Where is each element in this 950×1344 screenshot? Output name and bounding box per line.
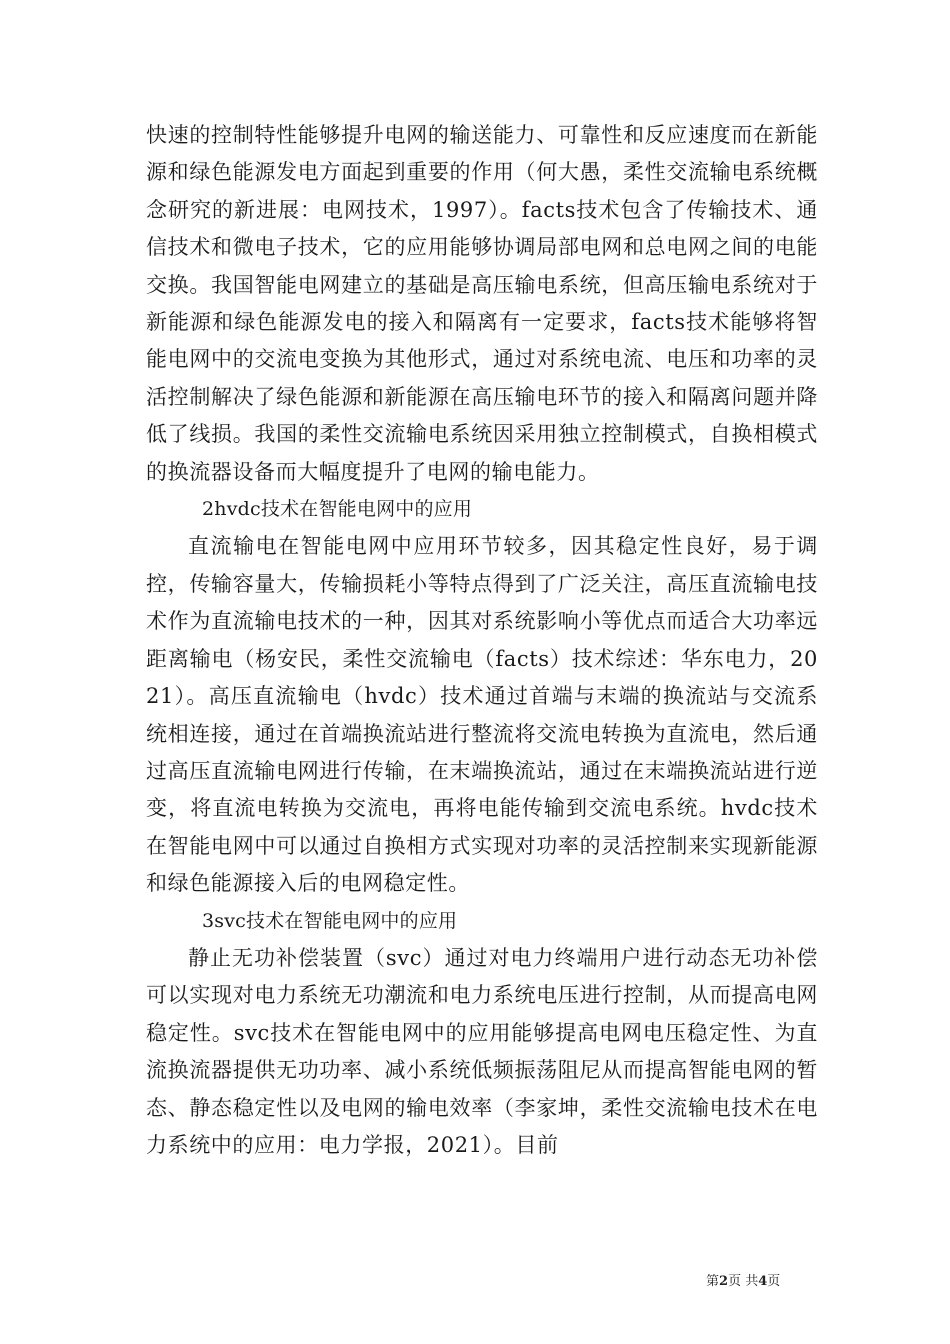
footer-total-pages: 4	[758, 1274, 768, 1289]
footer-middle: 页 共	[728, 1274, 759, 1289]
section-heading-hvdc: 2hvdc技术在智能电网中的应用	[202, 498, 473, 521]
paragraph-hvdc: 直流输电在智能电网中应用环节较多，因其稳定性良好，易于调控，传输容量大，传输损耗小等特点得到了广泛关注，高压直流输电技术作为直流输电技术的一种，因其对系统影响小等优点而适合大功率远距离输电（杨安民，柔性交流输电（facts）技术综述：华东电力，2021）。高压直流输电（hvdc）技术通过首端与末端的换流站与交流系统相连接，通过在首端换流站进行整流将交流电转换为直流电，然后通过高压直流输电网进行传输，在末端换流站，通过在末端换流站进行逆变，将直流电转换为交流电，再将电能传输到交流电系统。hvdc技术在智能电网中可以通过自换相方式实现对功率的灵活控制来实现新能源和绿色能源接入后的电网稳定性。	[146, 534, 818, 896]
paragraph-facts-continuation: 快速的控制特性能够提升电网的输送能力、可靠性和反应速度而在新能源和绿色能源发电方面起到重要的作用（何大愚，柔性交流输电系统概念研究的新进展：电网技术，1997）。facts技术包含了传输技术、通信技术和微电子技术，它的应用能够协调局部电网和总电网之间的电能交换。我国智能电网建立的基础是高压输电系统，但高压输电系统对于新能源和绿色能源发电的接入和隔离有一定要求，facts技术能够将智能电网中的交流电变换为其他形式，通过对系统电流、电压和功率的灵活控制解决了绿色能源和新能源在高压输电环节的接入和隔离问题并降低了线损。我国的柔性交流输电系统因采用独立控制模式，自换相模式的换流器设备而大幅度提升了电网的输电能力。	[146, 123, 818, 484]
footer-suffix: 页	[767, 1274, 781, 1289]
paragraph-svc: 静止无功补偿装置（svc）通过对电力终端用户进行动态无功补偿可以实现对电力系统无功潮流和电力系统电压进行控制，从而提高电网稳定性。svc技术在智能电网中的应用能够提高电网电压稳定性、为直流换流器提供无功功率、减小系统低频振荡阻尼从而提高智能电网的暂态、静态稳定性以及电网的输电效率（李家坤，柔性交流输电技术在电力系统中的应用：电力学报，2021）。目前	[146, 945, 818, 1157]
document-body	[146, 117, 818, 1164]
footer-prefix: 第	[706, 1274, 720, 1289]
footer-page-number: 2	[719, 1274, 729, 1289]
page-footer	[706, 1270, 780, 1289]
section-heading-svc: 3svc技术在智能电网中的应用	[202, 909, 458, 932]
